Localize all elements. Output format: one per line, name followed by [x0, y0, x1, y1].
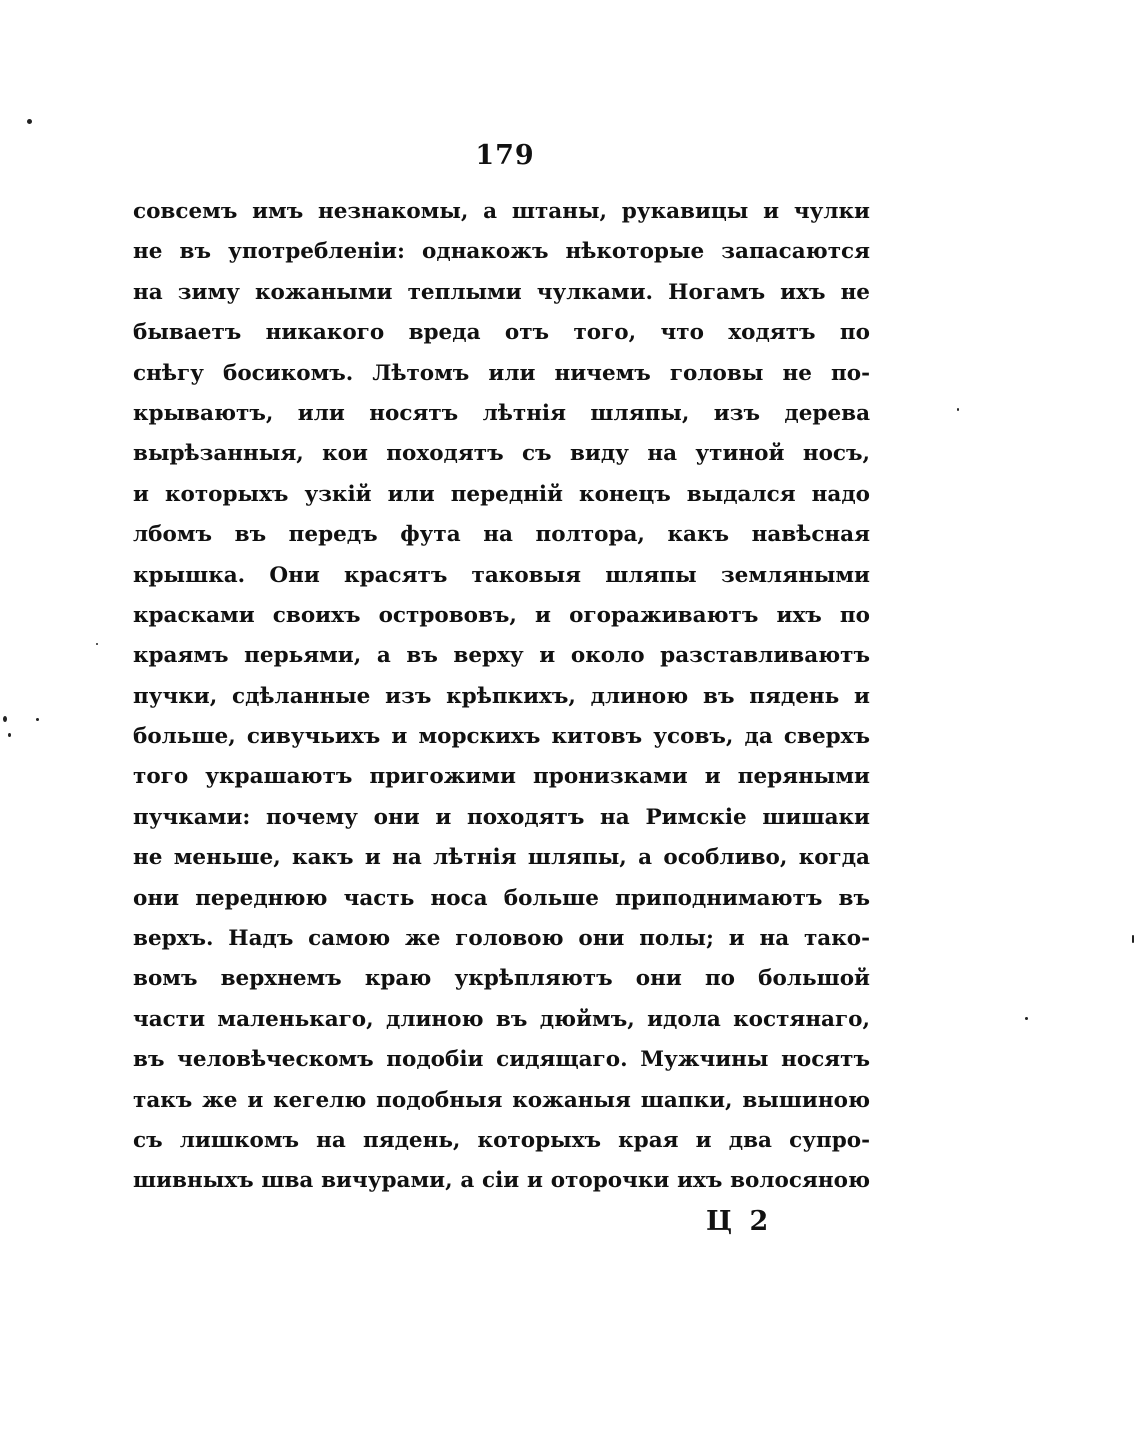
- text-line: того украшаютъ пригожими пронизками и перяными: [133, 764, 870, 790]
- text-line: краямъ перьями, а въ верху и около разставливаютъ: [133, 643, 870, 669]
- signature-mark: Ц 2: [706, 1206, 773, 1237]
- scan-speck: [27, 119, 32, 124]
- text-line: вырѣзанныя, кои походятъ съ виду на утиной носъ,: [133, 441, 870, 467]
- text-line: шивныхъ шва вичурами, а сіи и оторочки ихъ волосяною: [133, 1168, 870, 1194]
- scan-speck: [1132, 935, 1134, 943]
- text-line: пучки, сдѣланные изъ крѣпкихъ, длиною въ пядень и: [133, 683, 870, 709]
- text-line: совсемъ имъ незнакомы, а штаны, рукавицы и чулки: [133, 199, 870, 224]
- text-line: красками своихъ острововъ, и огораживаютъ ихъ по: [133, 602, 870, 628]
- scan-speck: [3, 716, 7, 722]
- body-text: [133, 192, 870, 1202]
- text-line: они переднюю часть носа больше приподнимаютъ въ: [133, 885, 870, 911]
- text-line: части маленькаго, длиною въ дюймъ, идола костянаго,: [133, 1006, 870, 1032]
- text-line: бываетъ никакого вреда отъ того, что ходятъ по: [133, 320, 870, 346]
- text-line: верхъ. Надъ самою же головою они полы; и на тако-: [133, 926, 870, 952]
- scan-speck: [957, 408, 959, 411]
- text-line: лбомъ въ передъ фута на полтора, какъ навѣсная: [133, 522, 870, 548]
- text-line: и которыхъ узкій или передній конецъ выдался надо: [133, 481, 870, 507]
- text-line: на зиму кожаными теплыми чулками. Ногамъ ихъ не: [133, 279, 870, 305]
- text-line: въ человѣческомъ подобіи сидящаго. Мужчины носятъ: [133, 1047, 870, 1073]
- text-line: такъ же и кегелю подобныя кожаныя шапки, вышиною: [133, 1087, 870, 1113]
- text-line: снѣгу босикомъ. Лѣтомъ или ничемъ головы не по-: [133, 360, 870, 386]
- text-line: крываютъ, или носятъ лѣтнія шляпы, изъ дерева: [133, 400, 870, 426]
- text-line: не въ употребленіи: однакожъ нѣкоторые запасаются: [133, 239, 870, 265]
- scan-speck: [8, 733, 11, 737]
- text-line: вомъ верхнемъ краю укрѣпляютъ они по большой: [133, 966, 870, 992]
- text-line: пучками: почему они и походятъ на Римскіе шишаки: [133, 804, 870, 830]
- scan-speck: [1025, 1017, 1028, 1020]
- text-line: крышка. Они красятъ таковыя шляпы земляными: [133, 562, 870, 588]
- text-line: съ лишкомъ на пядень, которыхъ края и два супро-: [133, 1127, 870, 1153]
- page-number: 179: [475, 140, 535, 171]
- text-line: больше, сивучьихъ и морскихъ китовъ усовъ, да сверхъ: [133, 724, 870, 750]
- text-line: не меньше, какъ и на лѣтнія шляпы, а особливо, когда: [133, 845, 870, 871]
- scan-speck: [36, 718, 39, 721]
- scan-speck: [96, 643, 98, 645]
